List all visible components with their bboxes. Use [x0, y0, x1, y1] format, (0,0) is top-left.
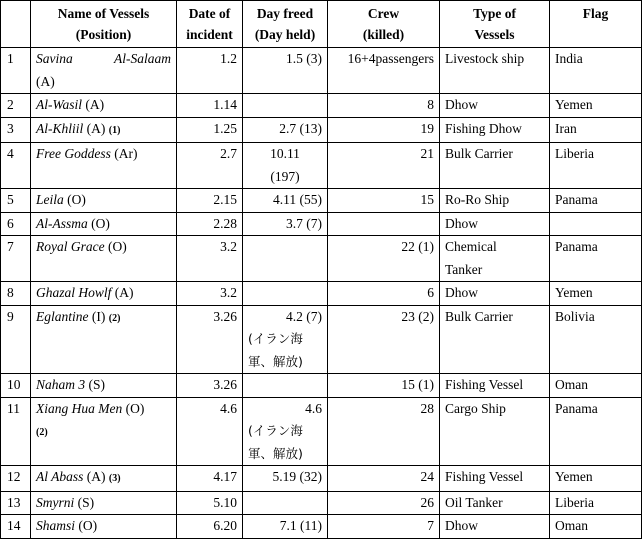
header-type: Type of Vessels — [440, 1, 550, 48]
row-index: 8 — [1, 282, 31, 306]
footnote-ref: (1) — [108, 124, 121, 136]
crew-count: 28 — [328, 397, 440, 466]
vessel-type: Dhow — [440, 212, 550, 236]
crew-count: 16+4passengers — [328, 48, 440, 94]
crew-count: 23 (2) — [328, 305, 440, 374]
table-row — [1, 212, 642, 236]
row-index: 5 — [1, 189, 31, 213]
header-date: Date of incident — [177, 1, 243, 48]
vessel-flag: Bolivia — [550, 305, 642, 374]
crew-count: 19 — [328, 117, 440, 143]
row-index: 9 — [1, 305, 31, 374]
vessel-flag: Panama — [550, 189, 642, 213]
vessel-name: Eglantine (I) (2) — [31, 305, 177, 374]
vessel-name: Xiang Hua Men (O) (2) — [31, 397, 177, 466]
vessel-flag: Yemen — [550, 94, 642, 118]
header-index — [1, 1, 31, 48]
day-freed — [243, 236, 328, 282]
vessel-flag — [550, 212, 642, 236]
row-index: 2 — [1, 94, 31, 118]
vessel-type: Fishing Dhow — [440, 117, 550, 143]
vessel-flag: Yemen — [550, 282, 642, 306]
crew-count: 8 — [328, 94, 440, 118]
incident-date: 3.26 — [177, 374, 243, 398]
vessel-type: Cargo Ship — [440, 397, 550, 466]
incident-date: 1.14 — [177, 94, 243, 118]
vessel-flag: Panama — [550, 236, 642, 282]
vessel-name: Savina Al-Salaam (A) — [31, 48, 177, 94]
row-index: 7 — [1, 236, 31, 282]
header-freed: Day freed (Day held) — [243, 1, 328, 48]
day-freed: 1.5 (3) — [243, 48, 328, 94]
table-row — [1, 236, 642, 282]
vessel-flag: India — [550, 48, 642, 94]
vessel-type: Bulk Carrier — [440, 143, 550, 189]
incident-date: 6.20 — [177, 515, 243, 539]
day-freed: 2.7 (13) — [243, 117, 328, 143]
day-freed — [243, 282, 328, 306]
day-freed — [243, 94, 328, 118]
day-freed: 7.1 (11) — [243, 515, 328, 539]
vessel-flag: Liberia — [550, 143, 642, 189]
vessel-name: Al-Khliil (A) (1) — [31, 117, 177, 143]
row-index: 14 — [1, 515, 31, 539]
vessel-type: Livestock ship — [440, 48, 550, 94]
vessel-flag: Oman — [550, 374, 642, 398]
incident-date: 5.10 — [177, 491, 243, 515]
table-row — [1, 305, 642, 374]
header-name: Name of Vessels (Position) — [31, 1, 177, 48]
incident-date: 3.26 — [177, 305, 243, 374]
vessel-type: Chemical Tanker — [440, 236, 550, 282]
vessel-flag: Liberia — [550, 491, 642, 515]
table-row — [1, 491, 642, 515]
vessel-name: Shamsi (O) — [31, 515, 177, 539]
vessel-type: Ro-Ro Ship — [440, 189, 550, 213]
incident-date: 4.6 — [177, 397, 243, 466]
table-row — [1, 117, 642, 143]
incident-date: 4.17 — [177, 466, 243, 492]
row-index: 4 — [1, 143, 31, 189]
incident-date: 2.7 — [177, 143, 243, 189]
day-freed: 10.11 (197) — [243, 143, 328, 189]
row-index: 6 — [1, 212, 31, 236]
table-row — [1, 282, 642, 306]
crew-count: 6 — [328, 282, 440, 306]
vessel-name: Al-Assma (O) — [31, 212, 177, 236]
row-index: 3 — [1, 117, 31, 143]
crew-count: 22 (1) — [328, 236, 440, 282]
incident-date: 1.25 — [177, 117, 243, 143]
table-row — [1, 48, 642, 94]
footnote-ref: (2) — [108, 312, 121, 324]
header-row — [1, 1, 642, 48]
day-freed: 4.6 (イラン海 軍、解放) — [243, 397, 328, 466]
incident-date: 2.28 — [177, 212, 243, 236]
table-row — [1, 397, 642, 466]
vessel-type: Fishing Vessel — [440, 466, 550, 492]
crew-count: 7 — [328, 515, 440, 539]
incident-date: 2.15 — [177, 189, 243, 213]
row-index: 11 — [1, 397, 31, 466]
vessel-flag: Yemen — [550, 466, 642, 492]
table-row — [1, 466, 642, 492]
vessel-name: Al Abass (A) (3) — [31, 466, 177, 492]
day-freed — [243, 374, 328, 398]
table-row — [1, 374, 642, 398]
day-freed: 4.11 (55) — [243, 189, 328, 213]
row-index: 10 — [1, 374, 31, 398]
table-row — [1, 515, 642, 539]
vessel-type: Fishing Vessel — [440, 374, 550, 398]
vessel-name: Smyrni (S) — [31, 491, 177, 515]
incident-date: 3.2 — [177, 282, 243, 306]
incident-date: 3.2 — [177, 236, 243, 282]
vessel-name: Royal Grace (O) — [31, 236, 177, 282]
vessel-name: Ghazal Howlf (A) — [31, 282, 177, 306]
vessel-flag: Oman — [550, 515, 642, 539]
row-index: 1 — [1, 48, 31, 94]
day-freed: 5.19 (32) — [243, 466, 328, 492]
vessel-flag: Iran — [550, 117, 642, 143]
vessel-type: Bulk Carrier — [440, 305, 550, 374]
header-flag: Flag — [550, 1, 642, 48]
header-crew: Crew (killed) — [328, 1, 440, 48]
footnote-ref: (2) — [36, 427, 48, 438]
vessel-flag: Panama — [550, 397, 642, 466]
vessel-name: Free Goddess (Ar) — [31, 143, 177, 189]
vessel-type: Oil Tanker — [440, 491, 550, 515]
row-index: 13 — [1, 491, 31, 515]
vessel-type: Dhow — [440, 515, 550, 539]
crew-count: 21 — [328, 143, 440, 189]
crew-count — [328, 212, 440, 236]
vessel-type: Dhow — [440, 94, 550, 118]
crew-count: 15 — [328, 189, 440, 213]
day-freed — [243, 491, 328, 515]
vessel-name: Leila (O) — [31, 189, 177, 213]
day-freed: 3.7 (7) — [243, 212, 328, 236]
table-row — [1, 143, 642, 189]
footnote-ref: (3) — [108, 473, 121, 484]
crew-count: 15 (1) — [328, 374, 440, 398]
vessel-type: Dhow — [440, 282, 550, 306]
incident-date: 1.2 — [177, 48, 243, 94]
table-row — [1, 189, 642, 213]
table-row — [1, 94, 642, 118]
crew-count: 24 — [328, 466, 440, 492]
day-freed: 4.2 (7) (イラン海 軍、解放) — [243, 305, 328, 374]
row-index: 12 — [1, 466, 31, 492]
crew-count: 26 — [328, 491, 440, 515]
vessel-name: Al-Wasil (A) — [31, 94, 177, 118]
vessel-name: Naham 3 (S) — [31, 374, 177, 398]
